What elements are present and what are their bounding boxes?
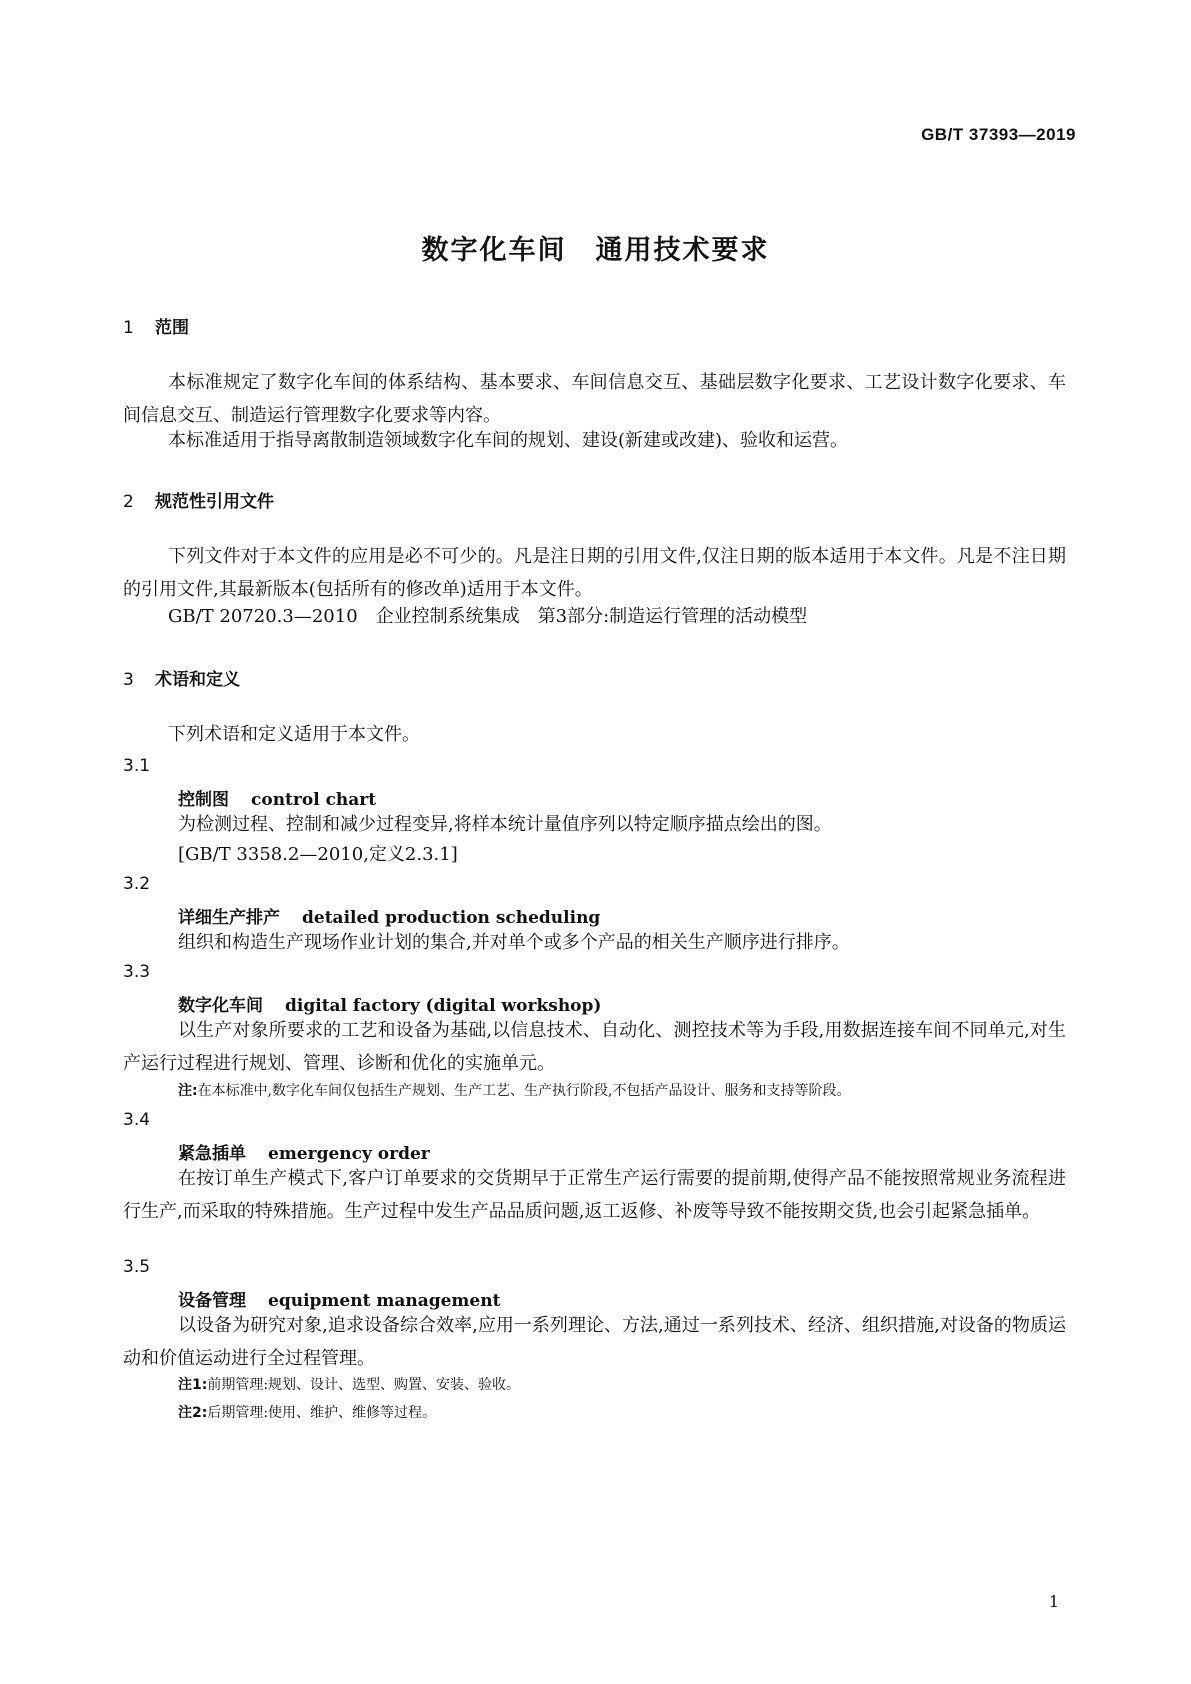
- page-number: 1: [1048, 1592, 1059, 1611]
- section-1-para-2: 本标准适用于指导离散制造领域数字化车间的规划、建设(新建或改建)、验收和运营。: [168, 430, 849, 451]
- term-heading: 控制图 control chart: [178, 790, 377, 810]
- section-2-reference: GB/T 20720.3—2010 企业控制系统集成 第3部分:制造运行管理的活动模型: [168, 606, 808, 627]
- section-3-para-1: 下列术语和定义适用于本文件。: [168, 724, 420, 745]
- term-heading: 紧急插单 emergency order: [178, 1144, 430, 1164]
- term-heading: 设备管理 equipment management: [178, 1291, 501, 1311]
- section-1-para-1: 本标准规定了数字化车间的体系结构、基本要求、车间信息交互、基础层数字化要求、工艺设计数字化要求、车间信息交互、制造运行管理数字化要求等内容。: [123, 372, 1066, 426]
- term-heading: 数字化车间 digital factory (digital workshop): [178, 996, 602, 1016]
- section-2-heading: 2 规范性引用文件: [123, 492, 274, 512]
- term-number: 3.1: [123, 756, 151, 776]
- term-number: 3.4: [123, 1110, 151, 1130]
- section-2-para-1: 下列文件对于本文件的应用是必不可少的。凡是注日期的引用文件,仅注日期的版本适用于本文件。凡是不注日期的引用文件,其最新版本(包括所有的修改单)适用于本文件。: [123, 546, 1066, 600]
- term-number: 3.3: [123, 962, 151, 982]
- term-note: 注:在本标准中,数字化车间仅包括生产规划、生产工艺、生产执行阶段,不包括产品设计、服务和支持等阶段。: [178, 1083, 851, 1099]
- term-definition: 为检测过程、控制和减少过程变异,将样本统计量值序列以特定顺序描点绘出的图。: [178, 814, 832, 835]
- term-definition: 以生产对象所要求的工艺和设备为基础,以信息技术、自动化、测控技术等为手段,用数据连接车间不同单元,对生产运行过程进行规划、管理、诊断和优化的实施单元。: [123, 1020, 1066, 1074]
- section-3-heading: 3 术语和定义: [123, 670, 240, 690]
- term-definition: 组织和构造生产现场作业计划的集合,并对单个或多个产品的相关生产顺序进行排序。: [178, 932, 850, 953]
- term-note: 注2:后期管理:使用、维护、维修等过程。: [178, 1405, 437, 1421]
- section-1-heading: 1 范围: [123, 318, 189, 338]
- term-number: 3.5: [123, 1257, 151, 1277]
- term-definition: 在按订单生产模式下,客户订单要求的交货期早于正常生产运行需要的提前期,使得产品不能按照常规业务流程进行生产,而采取的特殊措施。生产过程中发生产品品质问题,返工返修、补废等导致不能按期交货,也会引起紧急插单。: [123, 1168, 1066, 1222]
- term-definition: 以设备为研究对象,追求设备综合效率,应用一系列理论、方法,通过一系列技术、经济、组织措施,对设备的物质运动和价值运动进行全过程管理。: [123, 1315, 1066, 1369]
- term-source: [GB/T 3358.2—2010,定义2.3.1]: [178, 844, 458, 865]
- term-note: 注1:前期管理:规划、设计、选型、购置、安装、验收。: [178, 1377, 521, 1393]
- term-number: 3.2: [123, 874, 151, 894]
- term-heading: 详细生产排产 detailed production scheduling: [178, 908, 601, 928]
- standard-number: GB/T 37393—2019: [921, 125, 1076, 144]
- document-title: 数字化车间 通用技术要求: [421, 235, 770, 266]
